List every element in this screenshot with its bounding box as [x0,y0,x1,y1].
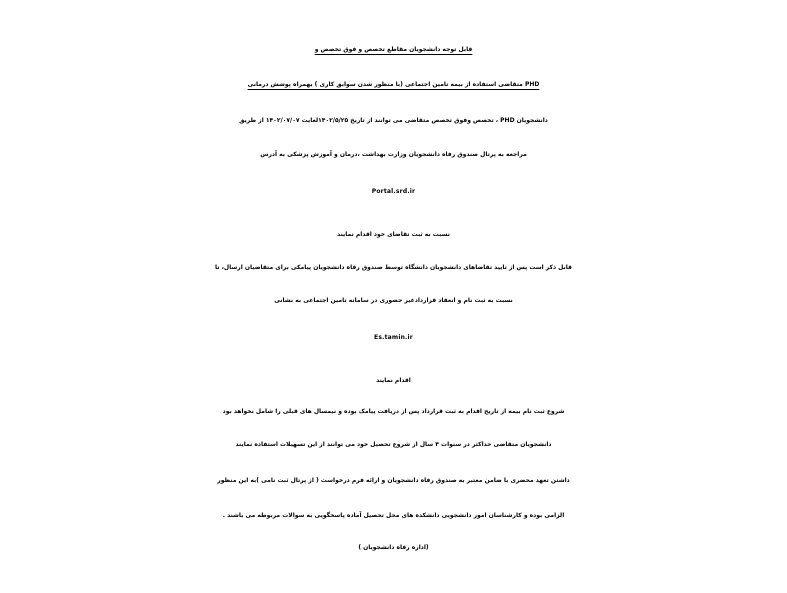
notice-title-line-2-rest: متقاضی استفاده از بیمه تامین اجتماعی (با منظور شدن سوابق کاری ) بهمراه پوشش درمانی [247,81,525,88]
portal-url: Portal.srd.ir [371,188,416,195]
staff-support-line: الزامی بوده و کارشناسان امور دانشجویی دانشکده های محل تحصیل آماده پاسخگویی به سوالات مربوطه می باشند . [222,512,565,519]
notice-title-line-1: قابل توجه دانشجویان مقاطع تخصص و فوق تخصص و [314,46,473,53]
insurance-start-line: شروع ثبت نام بیمه از تاریخ اقدام به ثبت قرارداد پس از دریافت پیامک بوده و نیمسال های قبلی را شامل نخواهد بود [222,408,565,415]
submit-request-line: نسبت به ثبت تقاضای خود اقدام نمایند [337,231,450,238]
phd-label: PHD [524,81,540,88]
signature-department: (اداره رفاه دانشجویان ) [358,544,429,551]
portal-instructions-line: مراجعه به پرتال صندوق رفاه دانشجویان وزارت بهداشت ،درمان و آموزش پزشکی به آدرس [260,151,527,158]
sms-approval-line: قابل ذکر است پس از تایید تقاضاهای دانشجویان دانشگاه توسط صندوق رفاه دانشجویان پیامکی برای متقاضیان ارسال، تا [215,264,572,271]
notice-title-line-2 [0,82,787,88]
take-action-line: اقدام نمایند [376,377,411,384]
tamin-url: Es.tamin.ir [374,334,413,341]
eligibility-line: دانشجویان متقاضی حداکثر در سنوات ۴ سال از شروع تحصیل خود می توانند از این تسهیلات استفاده نمایند [235,441,552,448]
contract-registration-line: نسبت به ثبت نام و انعقاد قراردادغیر حضوری در سامانه تامین اجتماعی به نشانی [274,297,513,304]
notarized-commitment-line: داشتن تعهد محضری با ضامن معتبر به صندوق رفاه دانشجویان و ارائه فرم درخواست ( از پرتال ثبت نامی )به این منظور [217,477,570,484]
registration-dates-line: دانشجویان PHD ، تخصص وفوق تخصص متقاضی می توانند از تاریخ ۱۴۰۲/۵/۲۵لغایت ۱۴۰۲/۰۷/۰۷ از طریق [239,117,548,124]
